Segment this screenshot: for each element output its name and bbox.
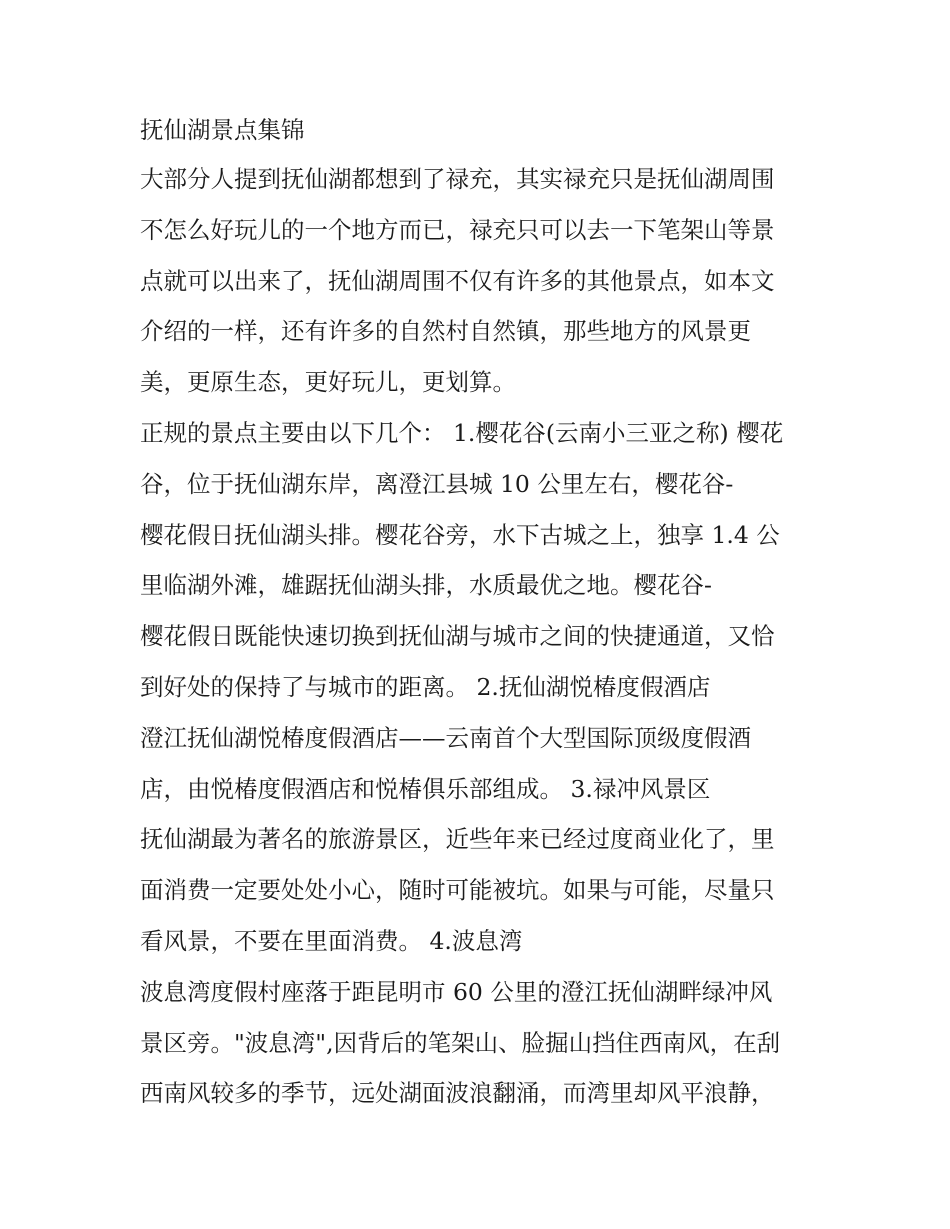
text-line: 到好处的保持了与城市的距离。 2.抚仙湖悦椿度假酒店 xyxy=(140,672,711,701)
text-line: 波息湾度假村座落于距昆明市 60 公里的澄江抚仙湖畔绿冲风 xyxy=(140,977,773,1006)
text-line: 介绍的一样，还有许多的自然村自然镇，那些地方的风景更 xyxy=(140,317,751,346)
text-line: 澄江抚仙湖悦椿度假酒店——云南首个大型国际顶级度假酒 xyxy=(140,723,751,752)
text-line: 店，由悦椿度假酒店和悦椿俱乐部组成。 3.禄冲风景区 xyxy=(140,774,711,803)
document-title: 抚仙湖景点集锦 xyxy=(140,116,305,144)
text-line: 看风景，不要在里面消费。 4.波息湾 xyxy=(140,926,523,955)
text-line: 景区旁。"波息湾",因背后的笔架山、脸掘山挡住西南风，在刮 xyxy=(140,1028,781,1057)
text-line: 美，更原生态，更好玩儿，更划算。 xyxy=(140,368,516,397)
text-line: 面消费一定要处处小心，随时可能被坑。如果与可能，尽量只 xyxy=(140,876,775,905)
text-line: 点就可以出来了，抚仙湖周围不仅有许多的其他景点，如本文 xyxy=(140,266,775,295)
text-line: 樱花假日抚仙湖头排。樱花谷旁，水下古城之上，独享 1.4 公 xyxy=(140,520,780,549)
text-line: 大部分人提到抚仙湖都想到了禄充，其实禄充只是抚仙湖周围 xyxy=(140,165,775,193)
text-line: 谷，位于抚仙湖东岸，离澄江县城 10 公里左右，樱花谷- xyxy=(140,469,734,498)
text-line: 里临湖外滩，雄踞抚仙湖头排，水质最优之地。樱花谷- xyxy=(140,571,712,600)
text-line: 抚仙湖最为著名的旅游景区，近些年来已经过度商业化了，里 xyxy=(140,825,775,854)
text-line: 西南风较多的季节，远处湖面波浪翻涌，而湾里却风平浪静， xyxy=(140,1079,775,1108)
text-line: 正规的景点主要由以下几个： 1.樱花谷(云南小三亚之称) 樱花 xyxy=(140,418,784,447)
text-line: 樱花假日既能快速切换到抚仙湖与城市之间的快捷通道，又恰 xyxy=(140,622,775,651)
document-body xyxy=(140,106,812,1119)
text-line: 不怎么好玩儿的一个地方而已，禄充只可以去一下笔架山等景 xyxy=(140,215,775,244)
